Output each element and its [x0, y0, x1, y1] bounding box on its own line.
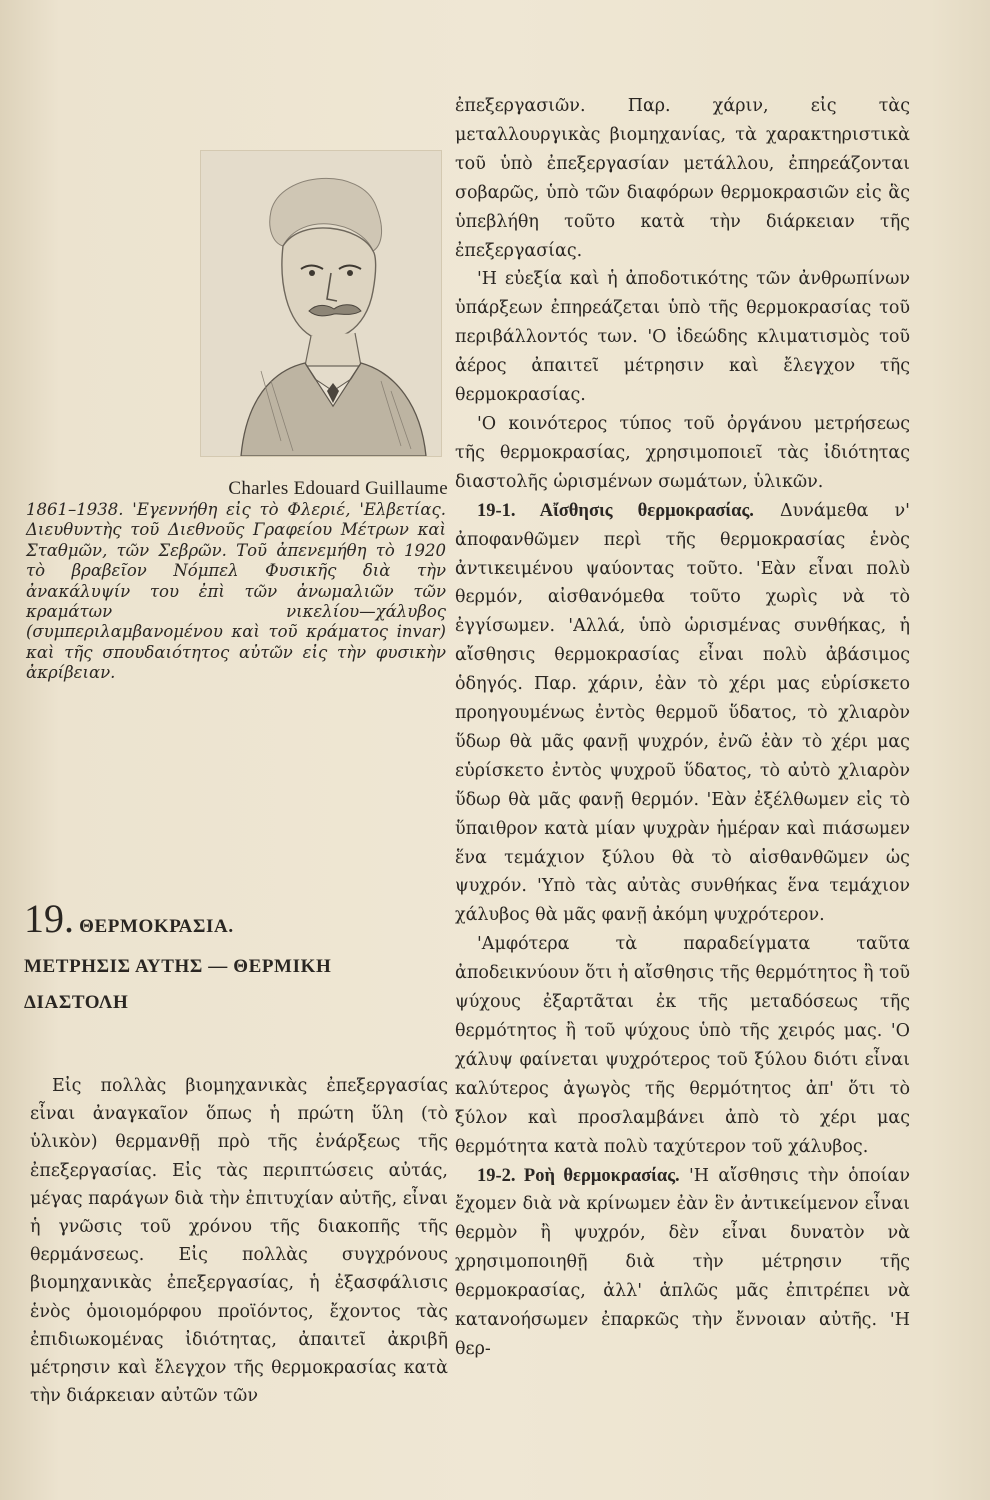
paragraph: 'Η εὐεξία καὶ ἡ ἀποδοτικότης τῶν ἀνθρωπίνων ὑπάρξεων ἐπηρεάζεται ὑπὸ τῆς θερμοκρασίας τοῦ περιβάλλοντός των. 'Ο ἰδεώδης κλιματισμὸς τοῦ ἀέρος ἀπαιτεῖ μέτρησιν καὶ ἔλεγχον τῆς θερμοκρασίας. — [455, 269, 910, 406]
section-title-line1: ΘΕΡΜΟΚΡΑΣΙΑ. — [79, 916, 234, 937]
paragraph: 'Ο κοινότερος τύπος τοῦ ὀργάνου μετρήσεως τῆς θερμοκρασίας, χρησιμοποιεῖ τὰς ἰδιότητας διαστολῆς ὡρισμένων σωμάτων, ὑλικῶν. — [455, 413, 910, 492]
subsection-heading: 19-2. Ροὴ θερμοκρασίας. — [477, 1165, 680, 1186]
subsection-heading: 19-1. Αἴσθησις θερμοκρασίας. — [477, 500, 754, 521]
section-title-line2: ΜΕΤΡΗΣΙΣ ΑΥΤΗΣ — ΘΕΡΜΙΚΗ — [24, 956, 332, 977]
paragraph: 'Αμφότερα τὰ παραδείγματα ταῦτα ἀποδεικνύουν ὅτι ἡ αἴσθησις τῆς θερμότητος ἢ τοῦ ψύχους ἐξαρτᾶται ἐκ τῆς μεταδόσεως τῆς θερμότητος ἢ τοῦ ψύχους ὑπὸ τῆς χειρός μας. 'Ο χάλυψ φαίνεται ψυχρότερος τοῦ ξύλου διότι εἶναι καλύτερος ἀγωγὸς τῆς θερμότητος ἀπ' ὅτι τὸ ξύλον καὶ προσλαμβάνει ἀπὸ τὸ χέρι μας θερμότητα κατὰ πολὺ ταχύτερον τοῦ χάλυβος. — [455, 934, 910, 1157]
portrait-photo — [200, 150, 442, 457]
left-column-body — [30, 1072, 448, 1410]
portrait-caption-text: 1861–1938. 'Εγεννήθη εἰς τὸ Φλεριέ, 'Ελβετίας. Διευθυντὴς τοῦ Διεθνοῦς Γραφείου Μέτρων καὶ Σταθμῶν, τῶν Σεβρῶν. Τοῦ ἀπενεμήθη τὸ 1920 τὸ βραβεῖον Νόμπελ Φυσικῆς διὰ τὴν ἀνακάλυψίν του ἐπὶ τῶν ἀνωμαλιῶν τῶν κραμάτων νικελίου—χάλυβος (συμπεριλαμβανομένου καὶ τοῦ κράματος invar) καὶ τῆς σπουδαιότητος αὐτῶν εἰς τὴν φυσικὴν ἀκρίβειαν. — [26, 500, 446, 683]
portrait-caption — [26, 500, 446, 684]
subsection-paragraph — [455, 497, 910, 931]
portrait-sketch-icon — [201, 151, 441, 456]
paragraph-text: 'Η αἴσθησις τὴν ὁποίαν ἔχομεν διὰ νὰ κρίνωμεν ἐὰν ἓν ἀντικείμενον εἶναι θερμὸν ἢ ψυχρόν, δὲν εἶναι δυνατὸν νὰ χρησιμοποιηθῇ διὰ τὴν μέτρησιν τῆς θερμοκρασίας, ἀλλ' ἁπλῶς μᾶς ἐπιτρέπει νὰ κατανοήσωμεν ἐπαρκῶς τὴν ἔννοιαν αὐτῆς. 'Η θερ- — [455, 1165, 910, 1359]
right-column-body — [455, 92, 910, 1364]
paragraph: ἐπεξεργασιῶν. Παρ. χάριν, εἰς τὰς μεταλλουργικὰς βιομηχανίας, τὰ χαρακτηριστικὰ τοῦ ὑπὸ ἐπεξεργασίαν μετάλλου, ἐπηρεάζονται σοβαρῶς, ὑπὸ τῶν διαφόρων θερμοκρασιῶν εἰς ἃς ὑπεβλήθη τοῦτο κατὰ τὴν διάρκειαν τῆς ἐπεξεργασίας. — [455, 96, 910, 261]
section-number: 19. — [24, 896, 74, 941]
section-title-line3: ΔΙΑΣΤΟΛΗ — [24, 992, 129, 1013]
portrait-caption-name: Charles Edouard Guillaume — [228, 478, 448, 499]
paragraph: Εἰς πολλὰς βιομηχανικὰς ἐπεξεργασίας εἶναι ἀναγκαῖον ὅπως ἡ πρώτη ὕλη (τὸ ὑλικὸν) θερμανθῇ πρὸ τῆς ἐνάρξεως τῆς ἐπεξεργασίας. Εἰς τὰς περιπτώσεις αὐτάς, μέγας παράγων διὰ τὴν ἐπιτυχίαν αὐτῆς, εἶναι ἡ γνῶσις τοῦ χρόνου τῆς διακοπῆς τῆς θερμάνσεως. Εἰς πολλὰς συγχρόνους βιομηχανικὰς ἐπεξεργασίας, ἡ ἐξασφάλισις ἑνὸς ὁμοιομόρφου προϊόντος, ἔχοντος τὰς ἐπιδιωκομένας ἰδιότητας, ἀπαιτεῖ ἀκριβῆ μέτρησιν καὶ ἔλεγχον τῆς θερμοκρασίας κατὰ τὴν διάρκειαν αὐτῶν τῶν — [30, 1076, 448, 1407]
paragraph-text: Δυνάμεθα ν' ἀποφανθῶμεν περὶ τῆς θερμοκρασίας ἑνὸς ἀντικειμένου ψαύοντας τοῦτο. 'Εὰν εἶναι πολὺ θερμόν, αἰσθανόμεθα τοῦτο χωρὶς νὰ τὸ ἐγγίσωμεν. 'Αλλά, ὑπὸ ὡρισμένας συνθήκας, ἡ αἴσθησις θερμοκρασίας εἶναι πολὺ ἀβάσιμος ὁδηγός. Παρ. χάριν, ἐὰν τὸ χέρι μας εὑρίσκετο προηγουμένως ἐντὸς θερμοῦ ὕδατος, τὸ χλιαρὸν ὕδωρ θὰ μᾶς φανῇ ψυχρόν, ἐνῶ ἐὰν τὸ χέρι μας εὑρίσκετο ἐντὸς ψυχροῦ ὕδατος, τὸ αὐτὸ χλιαρὸν ὕδωρ θὰ μᾶς φανῇ θερμόν. 'Εὰν ἐξέλθωμεν εἰς τὸ ὕπαιθρον κατὰ μίαν ψυχρὰν ἡμέραν καὶ πιάσωμεν ἕνα τεμάχιον ξύλου θὰ τὸ αἰσθανθῶμεν ὡς ψυχρόν. 'Υπὸ τὰς αὐτὰς συνθήκας ἕνα τεμάχιον χάλυβος θὰ μᾶς φανῇ ἀκόμη ψυχρότερον. — [455, 500, 910, 926]
section-heading — [24, 895, 444, 1014]
subsection-paragraph — [455, 1162, 910, 1364]
